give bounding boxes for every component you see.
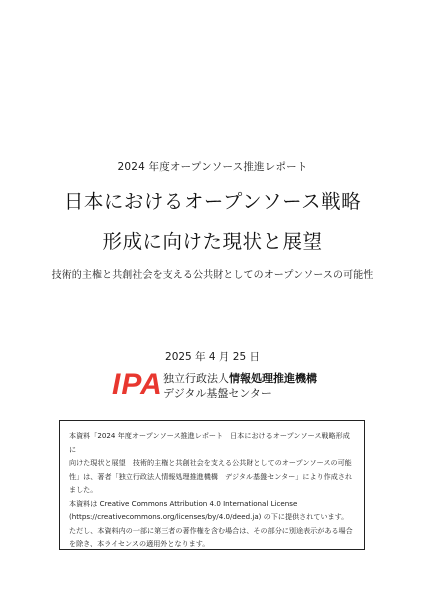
notice-line: ました。 [69,485,98,494]
notice-line: を除き、本ライセンスの適用外となります。 [69,539,210,548]
document-title-line2: 形成に向けた現状と展望 [102,230,323,253]
ipa-logo: IPA [112,368,163,401]
notice-line: 本資料は Creative Commons Attribution 4.0 International License [69,498,298,508]
license-notice-box [59,420,365,550]
org-name: 情報処理推進機構 [229,372,317,385]
org-department: デジタル基盤センター [163,387,272,400]
org-prefix: 独立行政法人 [163,372,229,385]
publisher-organization [163,372,317,401]
document-subtitle: 技術的主権と共創社会を支える公共財としてのオープンソースの可能性 [51,270,374,281]
notice-line: (https://creativecommons.org/licenses/by/4.0/deed.ja) の下に提供されています。 [69,512,349,521]
notice-line: ただし、本資料内の一部に第三者の著作権を含む場合は、その部分に別途表示がある場合 [69,525,353,535]
document-title-line1: 日本におけるオープンソース戦略 [63,190,362,213]
publication-date: 2025 年 4 月 25 日 [165,351,260,363]
report-series-label: 2024 年度オープンソース推進レポート [117,161,308,173]
notice-line: 性」は、著者「独立行政法人情報処理推進機構 デジタル基盤センター」により作成され [69,471,353,481]
notice-line: 向けた現状と展望 技術的主権と共創社会を支える公共財としてのオープンソースの可能 [69,458,352,467]
notice-line: 本資料「2024 年度オープンソース推進レポート 日本におけるオープンソース戦略形成に [69,431,350,454]
